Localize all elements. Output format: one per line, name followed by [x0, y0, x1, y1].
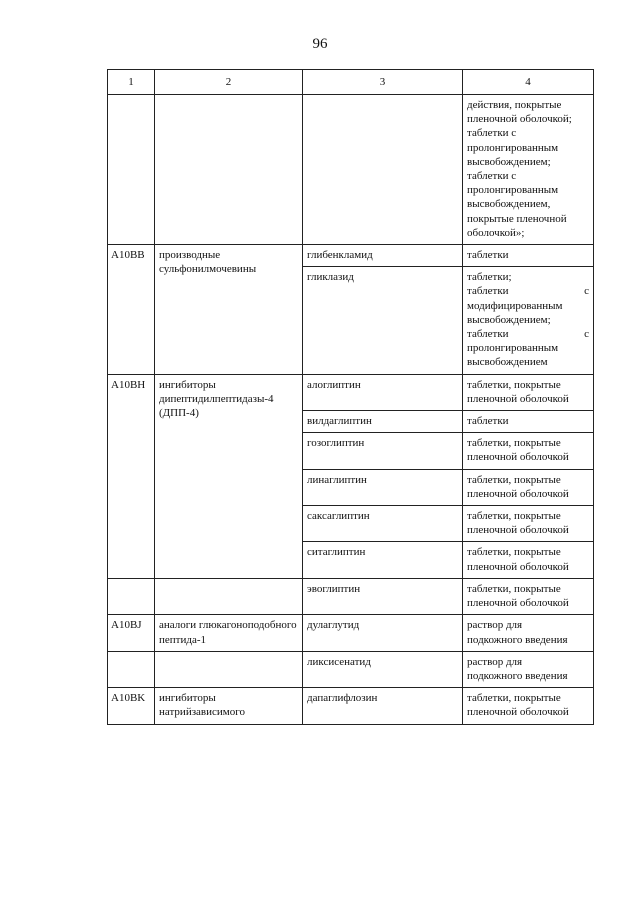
dosage-form-cell: [463, 578, 594, 614]
form-line: [467, 284, 589, 298]
form-line: высвобождением;: [467, 313, 551, 326]
form-line: пролонгированным: [467, 342, 559, 355]
form-line: таблетки, покрытые: [467, 437, 561, 450]
drug-table: [107, 69, 594, 725]
page-number: 96: [312, 36, 328, 52]
form-line: пленочной оболочкой: [467, 597, 569, 610]
form-line: пролонгированным: [467, 184, 559, 197]
drug-name-cell: глибенкламид: [303, 245, 463, 267]
form-line: пленочной оболочкой: [467, 392, 569, 405]
form-line: покрытые пленочной: [467, 212, 567, 225]
form-line: подкожного введения: [467, 669, 568, 682]
atc-code-cell: [108, 95, 155, 245]
drug-name-cell: эвоглиптин: [303, 578, 463, 614]
table-row: [108, 245, 594, 267]
atc-code-cell: A10BK: [108, 688, 155, 724]
form-line: пленочной оболочкой: [467, 706, 569, 719]
form-line: раствор для: [467, 619, 523, 632]
table-row-continuation: [108, 95, 594, 245]
group-name-cell: [155, 578, 303, 614]
group-name-cell: [155, 95, 303, 245]
form-line: таблетки, покрытые: [467, 378, 561, 391]
group-name-cell: ингибиторы натрийзависимого: [155, 688, 303, 724]
form-word: таблетки: [467, 328, 509, 341]
dosage-form-cell: [463, 245, 594, 267]
dosage-form-cell: [463, 267, 594, 374]
form-word: таблетки: [467, 285, 509, 298]
form-line: пленочной оболочкой: [467, 560, 569, 573]
column-header-3: 3: [303, 70, 463, 95]
atc-code-cell: A10BB: [108, 245, 155, 375]
dosage-form-cell: [463, 433, 594, 469]
drug-name-cell: саксаглиптин: [303, 506, 463, 542]
column-header-1: 1: [108, 70, 155, 95]
group-name-cell: аналоги глюкагоноподобного пептида-1: [155, 615, 303, 651]
form-line: таблетки: [467, 415, 509, 428]
dosage-form-cell: [463, 469, 594, 505]
dosage-form-cell: [463, 688, 594, 724]
form-word: с: [584, 285, 589, 298]
group-name-cell: производные сульфонилмочевины: [155, 245, 303, 375]
form-line: таблетки, покрытые: [467, 473, 561, 486]
column-header-2: 2: [155, 70, 303, 95]
form-line: подкожного введения: [467, 633, 568, 646]
form-word: с: [584, 328, 589, 341]
dosage-form-cell: [463, 411, 594, 433]
form-line: таблетки: [467, 249, 509, 262]
form-line: пленочной оболочкой: [467, 451, 569, 464]
dosage-form-cell: [463, 506, 594, 542]
drug-name-cell: ситаглиптин: [303, 542, 463, 578]
atc-code-cell: [108, 651, 155, 687]
form-line: пленочной оболочкой: [467, 487, 569, 500]
atc-code-cell: A10BH: [108, 374, 155, 578]
atc-code-cell: A10BJ: [108, 615, 155, 651]
form-line: модифицированным: [467, 299, 563, 312]
drug-name-cell: линаглиптин: [303, 469, 463, 505]
form-line: высвобождением: [467, 356, 548, 369]
drug-name-cell: дулаглутид: [303, 615, 463, 651]
group-name-cell: ингибиторы дипептидилпептидазы-4 (ДПП-4): [155, 374, 303, 578]
table-row: [108, 651, 594, 687]
form-line: таблетки с: [467, 170, 517, 183]
form-line: высвобождением,: [467, 198, 551, 211]
form-line: действия, покрытые: [467, 99, 562, 111]
table-row: [108, 578, 594, 614]
form-line: раствор для: [467, 655, 523, 668]
dosage-form-cell: [463, 651, 594, 687]
drug-name-cell: гликлазид: [303, 267, 463, 374]
form-line: [467, 327, 589, 341]
header-row: [108, 70, 594, 95]
form-line: таблетки, покрытые: [467, 510, 561, 523]
column-header-4: 4: [463, 70, 594, 95]
dosage-form-cell: [463, 542, 594, 578]
drug-name-cell: [303, 95, 463, 245]
form-line: таблетки с: [467, 127, 517, 140]
form-line: таблетки, покрытые: [467, 692, 561, 705]
form-line: оболочкой»;: [467, 226, 525, 239]
form-line: таблетки, покрытые: [467, 546, 561, 559]
dosage-form-cell: [463, 615, 594, 651]
form-line: пленочной оболочкой: [467, 524, 569, 537]
form-line: таблетки, покрытые: [467, 582, 561, 595]
drug-name-cell: гозоглиптин: [303, 433, 463, 469]
dosage-form-cell: [463, 95, 594, 245]
form-line: таблетки;: [467, 271, 512, 284]
drug-name-cell: ликсисенатид: [303, 651, 463, 687]
group-name-cell: [155, 651, 303, 687]
drug-name-cell: вилдаглиптин: [303, 411, 463, 433]
drug-name-cell: алоглиптин: [303, 374, 463, 410]
table-row: [108, 688, 594, 724]
table-row: [108, 374, 594, 410]
drug-name-cell: дапаглифлозин: [303, 688, 463, 724]
form-line: высвобождением;: [467, 155, 551, 168]
form-line: пленочной оболочкой;: [467, 113, 572, 126]
table-row: [108, 615, 594, 651]
dosage-form-cell: [463, 374, 594, 410]
atc-code-cell: [108, 578, 155, 614]
form-line: пролонгированным: [467, 141, 559, 154]
